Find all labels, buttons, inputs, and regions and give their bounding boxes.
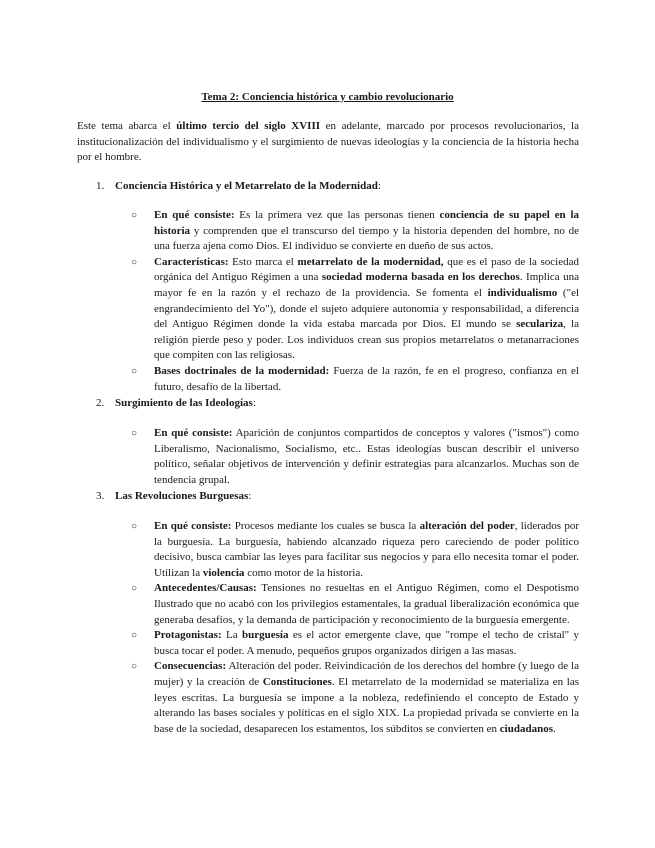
section-3-heading [96,489,586,504]
item-text: y comprenden que el transcurso del tiempo y la historia dependen del hombre, no de una fuerza ajena como Dios. El individuo se convierte en dueño de sus actos. [154,224,579,253]
item-text: que es el paso de la sociedad orgánica del Antiguo Régimen a una [154,255,579,284]
intro-text-1: Este tema abarca el [77,120,177,132]
item-text: ("el engrandecimiento del Yo"), donde el sujeto adquiere autonomía y responsabilidad, a diferencia del Antiguo Régimen donde la vida estaba marcada por Dios. El mundo se [154,286,580,331]
section-3-list [131,519,579,737]
intro-text-2: en adelante, marcado por procesos revolucionarios, la institucionalización del individualismo y el surgimiento de nuevas ideologías y la conciencia de la historia hecha por el hombre. [77,120,579,164]
intro-paragraph [77,119,579,166]
item-bold: alteración del poder [419,520,515,532]
bullet-circle-icon: ○ [131,210,138,221]
item-text: , la religión pierde peso y poder. Los individuos crean sus propios metarrelatos o metanarraciones que compiten con las religiosas. [154,318,579,362]
list-item [131,426,579,488]
section-1-heading [96,179,586,194]
bullet-circle-icon: ○ [131,365,138,377]
section-2-list [131,426,579,488]
section-2-suffix: : [252,397,256,409]
item-text: La [221,629,242,642]
item-label: Características: [154,255,229,268]
item-text: , liderados por la burguesía. La burguesía, habiendo alcanzado riqueza pero careciendo de poder político decisivo, busca cambiar las leyes para facilitar sus negocios y para ello necesita tomar el poder. Utilizan la [154,520,580,579]
item-text: Procesos mediante los cuales se busca la [231,520,420,532]
section-1-suffix: : [377,180,381,192]
item-bold: burguesía [241,629,289,642]
item-label: Protagonistas: [154,629,222,642]
item-label: Consecuencias: [154,660,227,673]
item-bold: conciencia de su papel en la historia [154,209,580,237]
item-text: . [552,722,556,735]
item-text: Es la primera vez que las personas tienen [234,209,440,221]
section-2-number: 2. [96,397,105,409]
item-text: . El metarrelato de la modernidad se materializa en las leyes escritas. La burguesía se impone a la nobleza, redefiniendo el concepto de Estado y alterando las bases sociales y políticas en el siglo XIX. La propiedad privada se convierte en la base de la sociedad, desaparecen los estamentos, los súbditos se convierten en [154,675,580,735]
bullet-circle-icon: ○ [131,521,138,532]
item-label: Bases doctrinales de la modernidad: [154,364,330,377]
item-text: Aparición de conjuntos compartidos de conceptos y valores ("ismos") como Liberalismo, Nacionalismo, Socialismo, etc.. Estas ideologías buscan describir el universo político, señalar objetivos de intervención y definir estrategias para alcanzarlos. Muchas son de tendencia grupal. [154,427,579,486]
list-item [131,255,579,364]
item-bold: sociedad moderna basada en los derechos [321,271,520,284]
item-text: como motor de la historia. [244,566,363,579]
item-bold: Constituciones [262,675,332,688]
list-item [131,519,579,581]
item-label: En qué consiste: [154,209,235,221]
section-2-heading [96,396,586,411]
section-2-title: Surgimiento de las Ideologías [115,397,253,409]
list-item [131,364,579,395]
item-bold: violencia [202,566,245,579]
item-text: es el actor emergente clave, que "rompe el techo de cristal" y busca tocar el poder. A menudo, pequeños grupos organizados dirigen a las masas. [154,629,579,657]
list-item [131,581,579,628]
bullet-circle-icon: ○ [131,583,138,595]
bullet-circle-icon: ○ [131,428,138,439]
item-text: Esto marca el [228,255,298,268]
document-title: Tema 2: Conciencia histórica y cambio revolucionario [201,91,454,103]
item-bold: metarrelato de la modernidad, [297,255,444,268]
item-text: Alteración del poder. Reivindicación de los derechos del hombre (y luego de la mujer) y la creación de [154,660,579,688]
item-label: Antecedentes/Causas: [154,582,257,595]
intro-bold-1: último tercio del siglo XVIII [176,120,321,132]
section-3-number: 3. [96,490,105,502]
item-label: En qué consiste: [154,520,232,532]
section-1-title: Conciencia Histórica y el Metarrelato de la Modernidad [115,180,378,192]
section-1-number: 1. [96,180,105,192]
bullet-circle-icon: ○ [131,661,138,673]
section-3-title: Las Revoluciones Burguesas [115,490,249,502]
item-bold: seculariza [516,318,564,331]
bullet-circle-icon: ○ [131,630,138,642]
list-item [131,659,579,737]
list-item [131,628,579,659]
item-text: Tensiones no resueltas en el Antiguo Régimen, como el Despotismo Ilustrado que no acabó con los privilegios estamentales, la gradual liberalización económica que generaba desafíos, y la demanda de participación y reconocimiento de la burguesía emergente. [154,582,579,626]
section-3-suffix: : [248,490,252,502]
item-bold: individualismo [487,286,558,299]
section-1-list [131,208,579,395]
item-text: Fuerza de la razón, fe en el progreso, confianza en el futuro, desafío de la libertad. [154,364,579,393]
bullet-circle-icon: ○ [131,256,138,268]
item-bold: ciudadanos [499,722,553,735]
item-label: En qué consiste: [154,427,233,439]
list-item [131,208,579,255]
item-text: . Implica una mayor fe en la razón y el rechazo de la providencia. Se fomenta el [154,271,579,299]
